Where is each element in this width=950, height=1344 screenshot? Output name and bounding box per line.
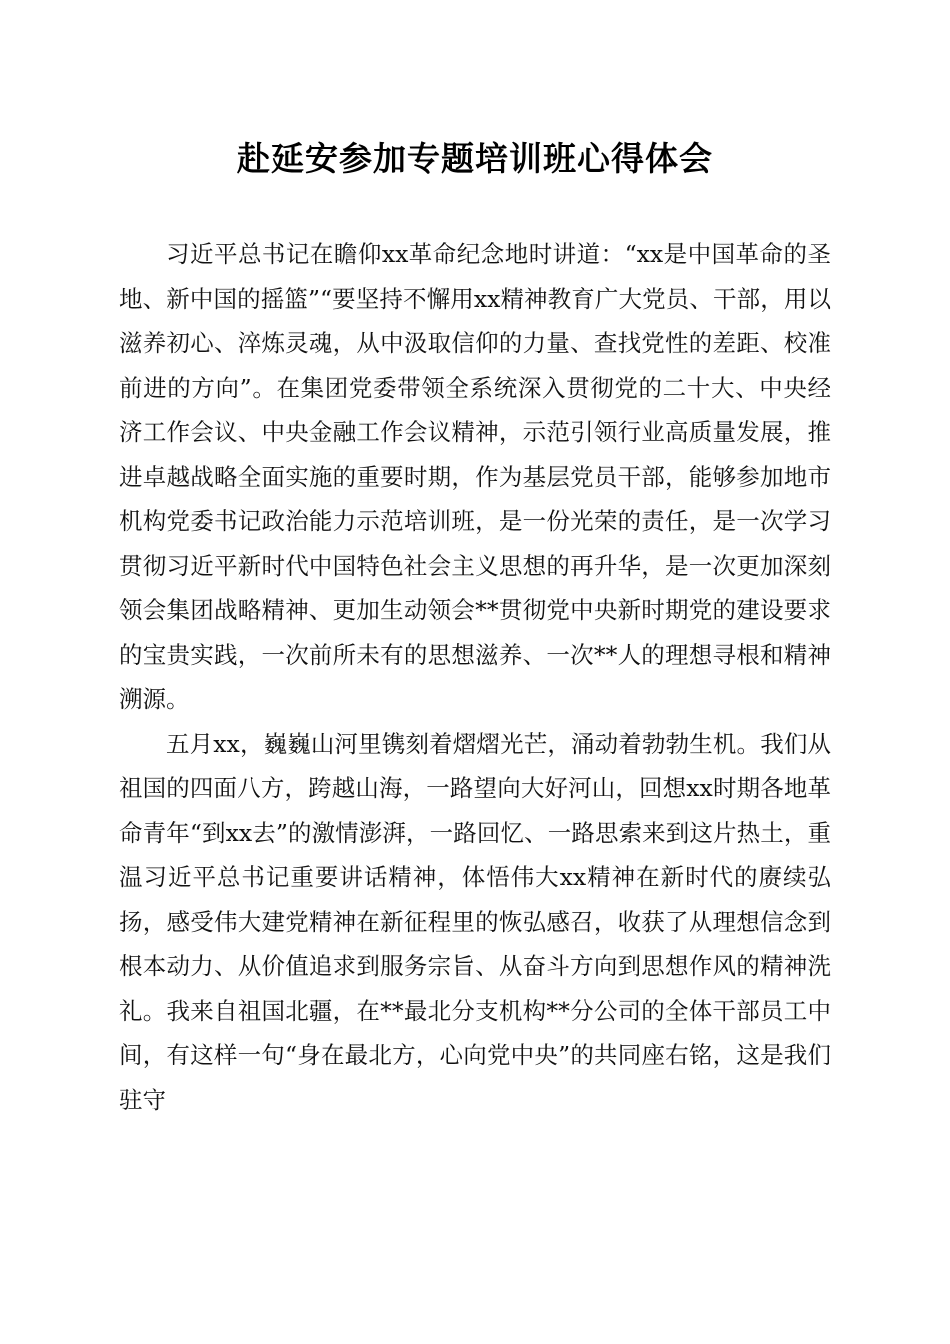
paragraph-1: 习近平总书记在瞻仰xx革命纪念地时讲道：“xx是中国革命的圣地、新中国的摇篮”“要坚持不懈用xx精神教育广大党员、干部，用以滋养初心、淬炼灵魂，从中汲取信仰的力量、查找党性的差距、校准前进的方向”。在集团党委带领全系统深入贯彻党的二十大、中央经济工作会议、中央金融工作会议精神，示范引领行业高质量发展，推进卓越战略全面实施的重要时期，作为基层党员干部，能够参加地市机构党委书记政治能力示范培训班，是一份光荣的责任，是一次学习贯彻习近平新时代中国特色社会主义思想的再升华，是一次更加深刻领会集团战略精神、更加生动领会**贯彻党中央新时期党的建设要求的宝贵实践，一次前所未有的思想滋养、一次**人的理想寻根和精神溯源。 [119,240,831,713]
paragraph-2: 五月xx，巍巍山河里镌刻着熠熠光芒，涌动着勃勃生机。我们从祖国的四面八方，跨越山海，一路望向大好河山，回想xx时期各地革命青年“到xx去”的激情澎湃，一路回忆、一路思索来到这片热土，重温习近平总书记重要讲话精神，体悟伟大xx精神在新时代的赓续弘扬，感受伟大建党精神在新征程里的恢弘感召，收获了从理想信念到根本动力、从价值追求到服务宗旨、从奋斗方向到思想作风的精神洗礼。我来自祖国北疆，在**最北分支机构**分公司的全体干部员工中间，有这样一句“身在最北方，心向党中央”的共同座右铭，这是我们驻守 [119,729,831,1114]
document-title: 赴延安参加专题培训班心得体会 [237,139,713,178]
document-body [119,232,831,1122]
